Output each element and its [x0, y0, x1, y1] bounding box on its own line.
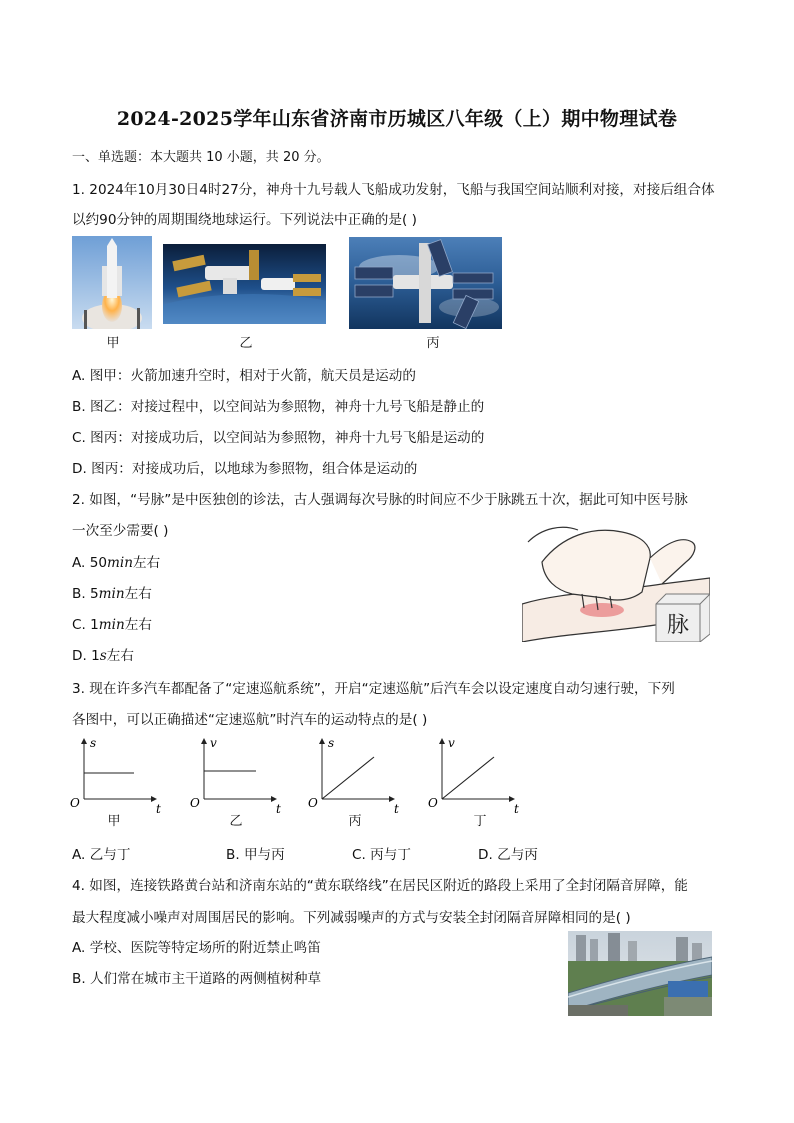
- seal-character: 脉: [666, 613, 690, 638]
- q4-stem-line2: 最大程度减小噪声对周围居民的影响。下列减弱噪声的方式与安装全封闭隔音屏障相同的是( ): [72, 910, 631, 926]
- q1-stem-line2: 以约90分钟的周期围绕地球运行。下列说法中正确的是( ): [72, 212, 417, 228]
- q3-stem-line1: 3. 现在许多汽车都配备了“定速巡航系统”，开启“定速巡航”后汽车会以设定速度自动匀速行驶，下列: [72, 681, 675, 697]
- graph-yi-y-label: v: [210, 736, 217, 750]
- q3-option-b: B. 甲与丙: [226, 847, 285, 863]
- q2-option-a: A. 50min左右: [72, 555, 161, 571]
- motion-graphs: [66, 735, 536, 815]
- q3-option-d: D. 乙与丙: [478, 847, 538, 863]
- q1-option-c: C. 图丙：对接成功后，以空间站为参照物，神舟十九号飞船是运动的: [72, 430, 485, 446]
- graph-jia: [70, 736, 161, 815]
- noise-barrier-photo: [568, 931, 712, 1016]
- graph-ding-x-label: t: [514, 802, 519, 815]
- graph-jia-origin: O: [70, 796, 80, 810]
- pulse-taking-illustration: [522, 522, 710, 642]
- section-heading: 一、单选题：本大题共 10 小题，共 20 分。: [72, 150, 330, 165]
- q4-option-a: A. 学校、医院等特定场所的附近禁止鸣笛: [72, 940, 321, 956]
- q4-stem-line1: 4. 如图，连接铁路黄台站和济南东站的“黄东联络线”在居民区附近的路段上采用了全封闭隔音屏障，能: [72, 878, 688, 894]
- docking-image: [163, 244, 326, 324]
- graph-yi-origin: O: [190, 796, 200, 810]
- graph-caption-yi: 乙: [229, 814, 243, 829]
- graph-bing-line: [322, 757, 374, 799]
- image-caption-bing: 丙: [426, 336, 440, 351]
- graph-jia-y-label: s: [90, 736, 97, 750]
- graph-ding-origin: O: [428, 796, 438, 810]
- q3-stem-line2: 各图中，可以正确描述“定速巡航”时汽车的运动特点的是( ): [72, 712, 428, 728]
- q2-stem-line1: 2. 如图，“号脉”是中医独创的诊法，古人强调每次号脉的时间应不少于脉跳五十次，据此可知中医号脉: [72, 492, 688, 508]
- graph-bing-x-label: t: [394, 802, 399, 815]
- q2-option-b: B. 5min左右: [72, 586, 152, 602]
- graph-caption-bing: 丙: [348, 814, 362, 829]
- graph-bing: [308, 736, 399, 815]
- q1-option-b: B. 图乙：对接过程中，以空间站为参照物，神舟十九号飞船是静止的: [72, 399, 485, 415]
- graph-bing-origin: O: [308, 796, 318, 810]
- q1-option-a: A. 图甲：火箭加速升空时，相对于火箭，航天员是运动的: [72, 368, 416, 384]
- image-caption-jia: 甲: [106, 336, 120, 351]
- graph-yi-x-label: t: [276, 802, 281, 815]
- exam-title: 2024-2025学年山东省济南市历城区八年级（上）期中物理试卷: [116, 108, 678, 130]
- rocket-launch-image: [72, 236, 152, 329]
- q2-option-d: D. 1s左右: [72, 648, 134, 664]
- graph-caption-jia: 甲: [107, 814, 121, 829]
- space-station-image: [349, 237, 502, 329]
- q3-option-c: C. 丙与丁: [352, 847, 411, 863]
- q4-option-b: B. 人们常在城市主干道路的两侧植树种草: [72, 971, 322, 987]
- graph-jia-x-label: t: [156, 802, 161, 815]
- graph-ding-y-label: v: [448, 736, 455, 750]
- graph-bing-y-label: s: [328, 736, 335, 750]
- graph-ding-line: [442, 757, 494, 799]
- q1-option-d: D. 图丙：对接成功后，以地球为参照物，组合体是运动的: [72, 461, 418, 477]
- q2-option-c: C. 1min左右: [72, 617, 152, 633]
- graph-yi: [190, 736, 281, 815]
- image-caption-yi: 乙: [239, 336, 253, 351]
- q2-stem-line2: 一次至少需要( ): [72, 523, 169, 539]
- q3-option-a: A. 乙与丁: [72, 847, 131, 863]
- q1-stem-line1: 1. 2024年10月30日4时27分，神舟十九号载人飞船成功发射，飞船与我国空间站顺利对接，对接后组合体: [72, 182, 715, 198]
- graph-caption-ding: 丁: [473, 814, 487, 829]
- graph-ding: [428, 736, 519, 815]
